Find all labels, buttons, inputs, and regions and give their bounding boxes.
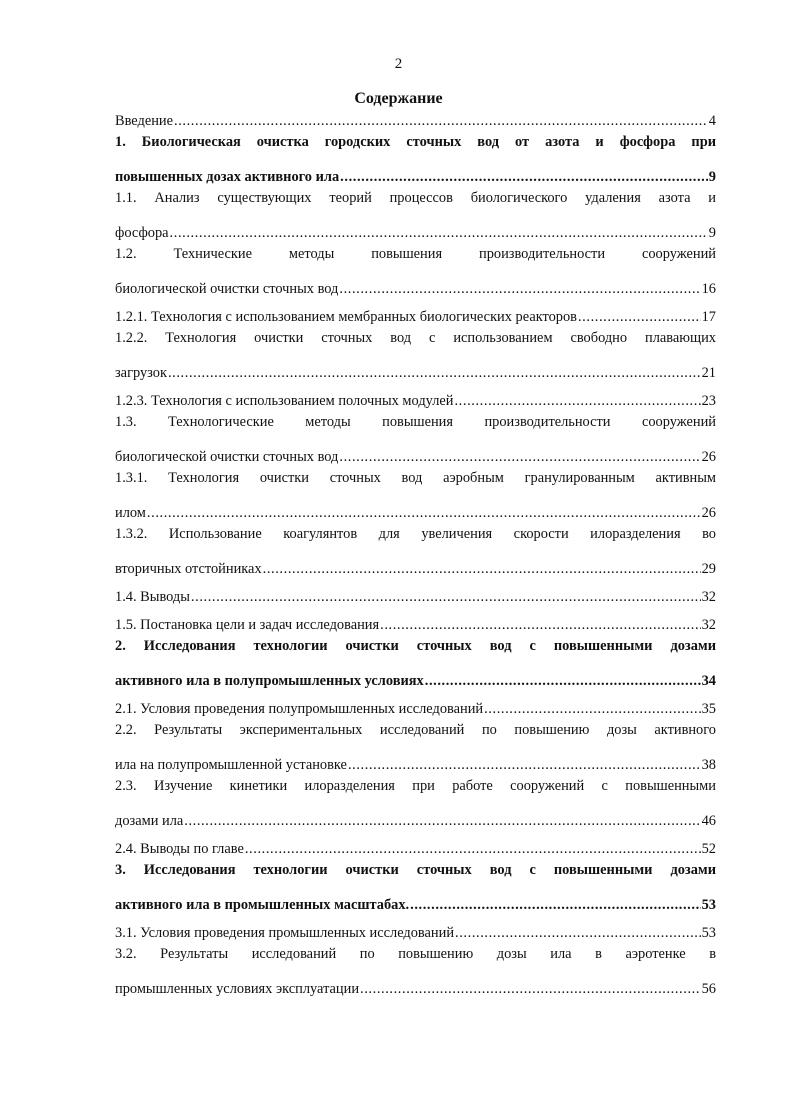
- toc-entry-line: [115, 806, 716, 834]
- toc-entry-text: 2.4. Выводы по главе: [115, 841, 244, 857]
- toc-entry-line: [115, 890, 716, 918]
- toc-entry: [115, 610, 716, 638]
- dot-leader: [455, 925, 701, 942]
- toc-entry: [115, 862, 716, 918]
- toc-page-number: 4: [708, 113, 716, 129]
- toc-entry: [115, 470, 716, 526]
- toc-entry-text: фосфора: [115, 225, 169, 241]
- toc-entry: [115, 722, 716, 778]
- toc-entry: [115, 190, 716, 246]
- dot-leader: [454, 393, 700, 410]
- toc-entry-line: [115, 498, 716, 526]
- dot-leader: [263, 561, 701, 578]
- toc-page-number: 9: [708, 169, 716, 185]
- toc-entry: [115, 386, 716, 414]
- toc-page-number: 26: [701, 449, 716, 465]
- toc-entry-text: биологической очистки сточных вод: [115, 281, 339, 297]
- toc-entry: [115, 330, 716, 386]
- toc-entry-line: [115, 554, 716, 582]
- toc-page-number: 53: [701, 897, 716, 913]
- toc-entry-text: 1.1. Анализ существующих теорий процессов биологического удаления азота и: [115, 190, 716, 206]
- dot-leader: [360, 981, 701, 998]
- toc-entry-text: промышленных условиях эксплуатации: [115, 981, 360, 997]
- toc-entry-text: дозами ила: [115, 813, 184, 829]
- toc-entry-text: 1.5. Постановка цели и задач исследования: [115, 617, 380, 633]
- toc-entry-text: активного ила в полупромышленных условиях: [115, 673, 424, 689]
- toc-entry-line: [115, 834, 716, 862]
- toc-page-number: 53: [701, 925, 716, 941]
- toc-entry-line: [115, 358, 716, 386]
- toc-entry-line: [115, 666, 716, 694]
- toc-entry-line: [115, 918, 716, 946]
- toc-page-number: 52: [701, 841, 716, 857]
- toc-entry-text: Введение: [115, 113, 174, 129]
- dot-leader: [340, 169, 708, 186]
- toc-entry: [115, 302, 716, 330]
- dot-leader: [339, 449, 700, 466]
- dot-leader: [380, 617, 700, 634]
- toc-entry: [115, 834, 716, 862]
- table-of-contents: [115, 106, 716, 1002]
- toc-entry-text: 1.2.3. Технология с использованием полочных модулей: [115, 393, 454, 409]
- toc-entry-line: [115, 694, 716, 722]
- toc-entry-line: [115, 386, 716, 414]
- toc-entry-text: 1.3.2. Использование коагулянтов для увеличения скорости илоразделения во: [115, 526, 716, 542]
- toc-entry-text: повышенных дозах активного ила: [115, 169, 340, 185]
- toc-entry-line: [115, 442, 716, 470]
- toc-entry-text: 2.1. Условия проведения полупромышленных исследований: [115, 701, 484, 717]
- toc-entry: [115, 778, 716, 834]
- dot-leader: [245, 841, 701, 858]
- toc-entry-line: [115, 106, 716, 134]
- toc-entry-text: 3.1. Условия проведения промышленных исследований: [115, 925, 455, 941]
- toc-page-number: 26: [701, 505, 716, 521]
- toc-entry-text: 1.2.2. Технология очистки сточных вод с использованием свободно плавающих: [115, 330, 716, 346]
- toc-entry-line: [115, 274, 716, 302]
- toc-page-number: 29: [701, 561, 716, 577]
- toc-entry-text: вторичных отстойниках: [115, 561, 262, 577]
- toc-entry-text: 1.3.1. Технология очистки сточных вод аэробным гранулированным активным: [115, 470, 716, 486]
- toc-page-number: 35: [701, 701, 716, 717]
- toc-entry-text: 1.2. Технические методы повышения производительности сооружений: [115, 246, 716, 262]
- toc-entry-text: 2.3. Изучение кинетики илоразделения при работе сооружений с повышенными: [115, 778, 716, 794]
- dot-leader: [147, 505, 701, 522]
- toc-entry: [115, 946, 716, 1002]
- toc-entry: [115, 694, 716, 722]
- toc-entry: [115, 638, 716, 694]
- toc-entry: [115, 246, 716, 302]
- toc-entry: [115, 414, 716, 470]
- dot-leader: [578, 309, 701, 326]
- toc-entry-text: 1.3. Технологические методы повышения производительности сооружений: [115, 414, 716, 430]
- toc-entry-text: 1.2.1. Технология с использованием мембранных биологических реакторов: [115, 309, 577, 325]
- toc-entry-text: 3. Исследования технологии очистки сточных вод с повышенными дозами: [115, 862, 716, 878]
- toc-entry-text: 3.2. Результаты исследований по повышению дозы ила в аэротенке в: [115, 946, 716, 962]
- dot-leader: [339, 281, 700, 298]
- dot-leader: [168, 365, 701, 382]
- dot-leader: [348, 757, 701, 774]
- toc-entry-line: [115, 218, 716, 246]
- toc-entry-text: активного ила в промышленных масштабах.: [115, 897, 410, 913]
- toc-entry: [115, 582, 716, 610]
- dot-leader: [184, 813, 700, 830]
- toc-entry-line: [115, 162, 716, 190]
- toc-entry-text: загрузок: [115, 365, 167, 381]
- toc-page-number: 32: [701, 589, 716, 605]
- toc-page-number: 38: [701, 757, 716, 773]
- toc-entry: [115, 526, 716, 582]
- toc-page-number: 16: [701, 281, 716, 297]
- toc-entry-text: 1.4. Выводы: [115, 589, 190, 605]
- page-number: 2: [394, 56, 403, 72]
- toc-page-number: 17: [701, 309, 716, 325]
- toc-page-number: 9: [708, 225, 716, 241]
- toc-entry-line: [115, 974, 716, 1002]
- toc-entry: [115, 134, 716, 190]
- dot-leader: [425, 673, 701, 690]
- toc-page-number: 34: [701, 673, 716, 689]
- page-title: Содержание: [354, 90, 443, 107]
- toc-entry-line: [115, 750, 716, 778]
- toc-entry-text: 1. Биологическая очистка городских сточных вод от азота и фосфора при: [115, 134, 716, 150]
- toc-entry-line: [115, 302, 716, 330]
- toc-page-number: 21: [701, 365, 716, 381]
- toc-entry-text: 2. Исследования технологии очистки сточных вод с повышенными дозами: [115, 638, 716, 654]
- toc-entry: [115, 106, 716, 134]
- toc-page-number: 46: [701, 813, 716, 829]
- toc-entry-line: [115, 582, 716, 610]
- toc-entry-text: ила на полупромышленной установке: [115, 757, 347, 773]
- dot-leader: [191, 589, 701, 606]
- toc-entry: [115, 918, 716, 946]
- dot-leader: [170, 225, 708, 242]
- dot-leader: [410, 897, 700, 914]
- dot-leader: [484, 701, 701, 718]
- toc-page-number: 32: [701, 617, 716, 633]
- toc-page-number: 56: [701, 981, 716, 997]
- toc-entry-text: илом: [115, 505, 146, 521]
- toc-page-number: 23: [701, 393, 716, 409]
- toc-entry-text: биологической очистки сточных вод: [115, 449, 339, 465]
- toc-entry-text: 2.2. Результаты экспериментальных исследований по повышению дозы активного: [115, 722, 716, 738]
- dot-leader: [174, 113, 708, 130]
- toc-entry-line: [115, 610, 716, 638]
